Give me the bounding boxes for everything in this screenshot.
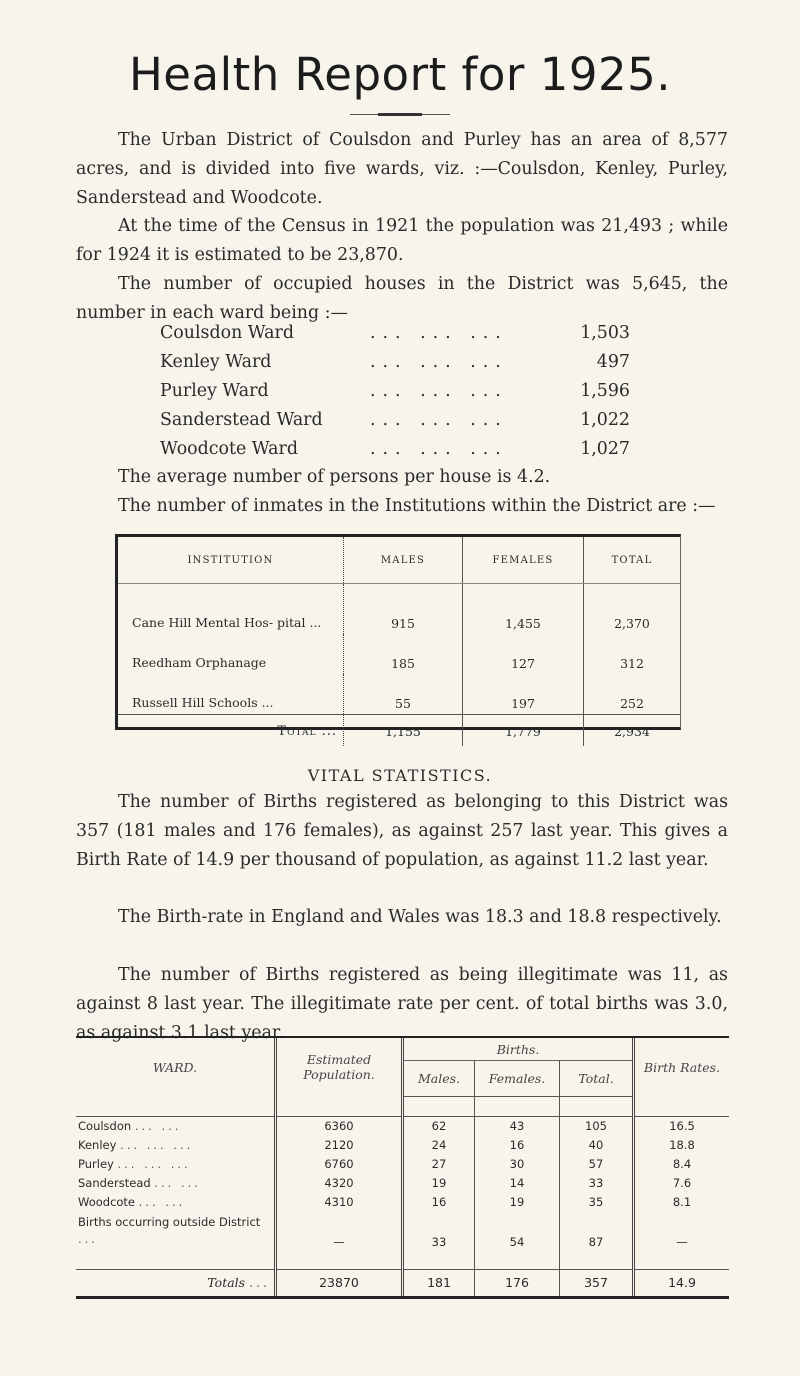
total-cell: 312 <box>620 656 644 671</box>
ward-houses-value: 497 <box>596 351 630 372</box>
table-total-row <box>76 1269 729 1296</box>
column-header: Births. <box>403 1038 634 1061</box>
total-cell: 87 <box>560 1212 634 1250</box>
ward-label: Births occurring outside District <box>78 1214 261 1229</box>
ward-name: Kenley Ward <box>160 351 272 372</box>
total-cell: 35 <box>560 1193 634 1212</box>
females-total: 176 <box>475 1269 560 1296</box>
table-row <box>76 1136 729 1155</box>
spacer-row <box>76 1250 729 1270</box>
rate-cell: — <box>676 1234 688 1249</box>
ward-row <box>160 376 630 405</box>
column-header: INSTITUTION <box>118 537 344 584</box>
column-header: Estimated Population. <box>276 1038 403 1096</box>
table-row <box>118 584 680 635</box>
paragraph-average: The average number of persons per house is 4.2. <box>118 467 551 487</box>
table-row <box>76 1116 729 1136</box>
page-title: Health Report for 1925. <box>128 48 672 101</box>
table-header-row <box>118 537 680 584</box>
ward-name: Purley Ward <box>160 380 269 401</box>
paragraph-inmates: The number of inmates in the Institutions within the District are :— <box>118 496 716 516</box>
ward-cell <box>76 1136 276 1155</box>
paragraph-area: The Urban District of Coulsdon and Purley has an area of 8,577 acres, and is divided into five wards, viz. :—Coulsdon, Kenley, Purley, Sanderstead and Woodcote. <box>76 130 728 208</box>
females-cell: 43 <box>475 1116 560 1136</box>
table-row <box>76 1174 729 1193</box>
females-cell: 30 <box>475 1155 560 1174</box>
ward-label: Sanderstead <box>78 1176 151 1190</box>
spacer-row <box>76 1096 729 1116</box>
ward-cell <box>76 1193 276 1212</box>
institution-name: Cane Hill Mental Hos- pital ... <box>118 584 344 635</box>
ward-houses-value: 1,027 <box>580 438 630 459</box>
rate-cell: 8.1 <box>672 1195 692 1209</box>
rate-cell: 7.6 <box>672 1176 692 1190</box>
title-rule <box>350 114 450 115</box>
paragraph-census: At the time of the Census in 1921 the population was 21,493 ; while for 1924 it is estimated to be 23,870. <box>76 216 728 265</box>
leader-dots: ... ... ... <box>120 1138 194 1152</box>
column-header: TOTAL <box>584 537 681 584</box>
column-header: Females. <box>475 1061 560 1096</box>
rate-total: 14.9 <box>634 1269 730 1296</box>
females-cell: 127 <box>463 634 584 674</box>
leader-dots: ... ... ... <box>370 322 508 343</box>
leader-dots: ... ... ... <box>370 409 508 430</box>
population-total: 23870 <box>276 1269 403 1296</box>
institution-name: Reedham Orphanage <box>118 634 344 674</box>
column-header: Birth Rates. <box>643 1059 721 1075</box>
table-row <box>76 1212 729 1250</box>
ward-row <box>160 434 630 463</box>
leader-dots: ... ... ... <box>117 1157 191 1171</box>
births-total: 357 <box>560 1269 634 1296</box>
leader-dots: ... ... ... <box>370 380 508 401</box>
paragraph-births: The number of Births registered as belonging to this District was 357 (181 males and 176 females), as against 257 last year. This gives a Birth Rate of 14.9 per thousand of population, as against 11.2 last year. <box>76 792 728 870</box>
females-cell: 1,455 <box>463 584 584 635</box>
institutions-table <box>115 534 681 739</box>
females-cell: 197 <box>463 674 584 715</box>
totals-cell <box>76 1269 276 1296</box>
total-cell: 33 <box>560 1174 634 1193</box>
males-cell: 33 <box>403 1212 475 1250</box>
population-cell: 4320 <box>276 1174 403 1193</box>
ward-houses-value: 1,022 <box>580 409 630 430</box>
population-cell: — <box>276 1212 403 1250</box>
population-cell: 6760 <box>276 1155 403 1174</box>
leader-dots: ... <box>78 1231 98 1246</box>
ward-cell <box>76 1174 276 1193</box>
leader-dots: ... ... <box>134 1119 182 1133</box>
ward-label: Woodcote <box>78 1195 136 1209</box>
females-cell: 14 <box>475 1174 560 1193</box>
table-row <box>118 674 680 715</box>
females-cell: 19 <box>475 1193 560 1212</box>
males-cell: 19 <box>403 1174 475 1193</box>
births-table <box>76 1036 729 1299</box>
column-header: MALES <box>344 537 463 584</box>
total-label: Total ... <box>118 715 344 747</box>
table-total-row <box>118 715 680 747</box>
paragraph-birthrate: The Birth-rate in England and Wales was 18.3 and 18.8 respectively. <box>118 907 722 927</box>
population-cell: 6360 <box>276 1116 403 1136</box>
total-cell: 40 <box>560 1136 634 1155</box>
ward-houses-value: 1,596 <box>580 380 630 401</box>
total-cell: 2,370 <box>614 616 650 631</box>
leader-dots: ... ... <box>154 1176 201 1190</box>
ward-cell <box>76 1155 276 1174</box>
rate-cell: 8.4 <box>672 1157 692 1171</box>
females-cell: 54 <box>475 1212 560 1250</box>
total-cell: 57 <box>560 1155 634 1174</box>
males-total: 1,155 <box>344 715 463 747</box>
rate-cell: 16.5 <box>669 1119 695 1133</box>
total-cell: 105 <box>560 1116 634 1136</box>
ward-row <box>160 405 630 434</box>
paragraph-houses: The number of occupied houses in the District was 5,645, the number in each ward being :— <box>76 274 728 323</box>
table-row <box>118 634 680 674</box>
ward-label: Purley <box>78 1157 114 1171</box>
males-cell: 27 <box>403 1155 475 1174</box>
population-cell: 4310 <box>276 1193 403 1212</box>
males-cell: 915 <box>344 584 463 635</box>
column-header: FEMALES <box>463 537 584 584</box>
males-cell: 24 <box>403 1136 475 1155</box>
ward-row <box>160 318 630 347</box>
paragraph-illegitimate: The number of Births registered as being illegitimate was 11, as against 8 last year. The illegitimate rate per cent. of total births was 3.0, as against 3.1 last year. <box>76 965 728 1043</box>
column-header: WARD. <box>76 1038 276 1096</box>
males-cell: 185 <box>344 634 463 674</box>
ward-label: Kenley <box>78 1138 117 1152</box>
population-cell: 2120 <box>276 1136 403 1155</box>
males-cell: 55 <box>344 674 463 715</box>
section-heading: VITAL STATISTICS. <box>307 766 493 785</box>
total-cell: 252 <box>620 696 644 711</box>
females-total: 1,779 <box>463 715 584 747</box>
table-row <box>76 1193 729 1212</box>
leader-dots: ... <box>249 1275 270 1290</box>
ward-name: Sanderstead Ward <box>160 409 323 430</box>
institution-name: Russell Hill Schools ... <box>118 674 344 715</box>
males-cell: 16 <box>403 1193 475 1212</box>
ward-houses-value: 1,503 <box>580 322 630 343</box>
ward-houses-list <box>160 318 630 463</box>
females-cell: 16 <box>475 1136 560 1155</box>
ward-name: Coulsdon Ward <box>160 322 294 343</box>
ward-row <box>160 347 630 376</box>
leader-dots: ... ... ... <box>370 438 508 459</box>
table-header-row <box>76 1038 729 1061</box>
leader-dots: ... ... <box>138 1195 186 1209</box>
rate-cell: 18.8 <box>669 1138 695 1152</box>
ward-cell <box>76 1116 276 1136</box>
males-cell: 62 <box>403 1116 475 1136</box>
leader-dots: ... ... ... <box>370 351 508 372</box>
males-total: 181 <box>403 1269 475 1296</box>
column-header: Total. <box>560 1061 634 1096</box>
ward-label: Coulsdon <box>78 1119 132 1133</box>
ward-cell <box>76 1212 276 1250</box>
table-row <box>76 1155 729 1174</box>
totals-label: Totals <box>207 1275 246 1290</box>
column-header: Males. <box>403 1061 475 1096</box>
ward-name: Woodcote Ward <box>160 438 298 459</box>
grand-total: 2,934 <box>584 715 681 747</box>
